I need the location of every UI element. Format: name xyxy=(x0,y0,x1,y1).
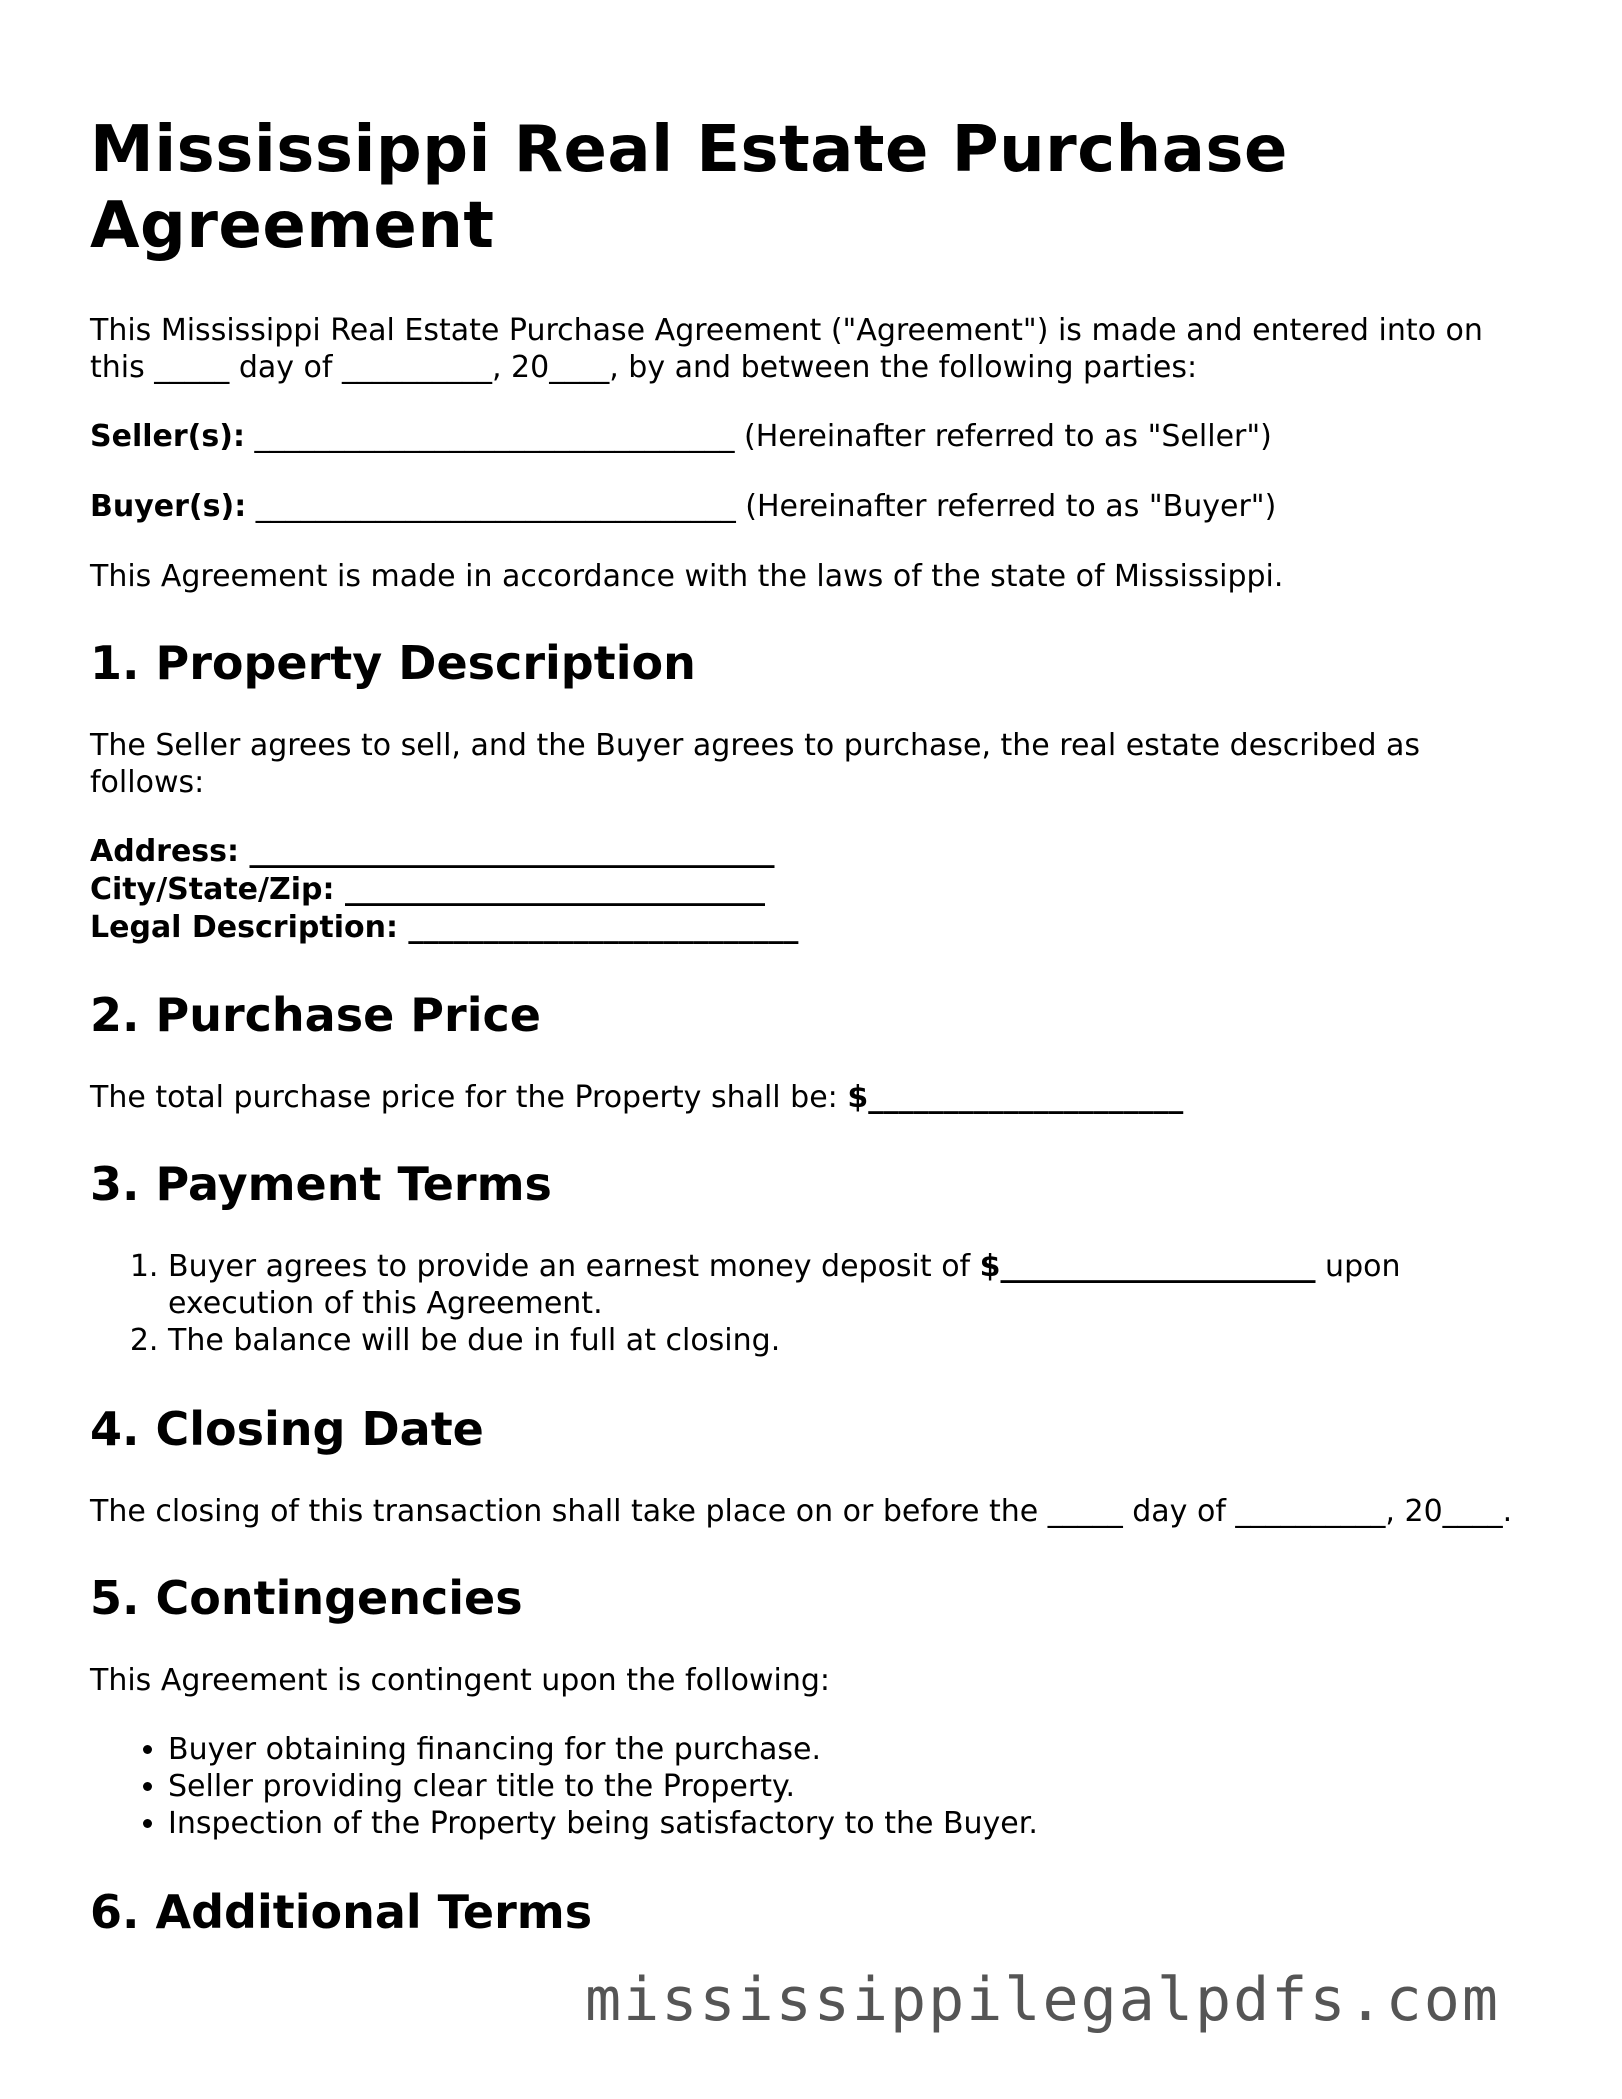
property-fields xyxy=(90,833,1530,947)
section-heading: 5. Contingencies xyxy=(90,1571,523,1625)
section-heading: 6. Additional Terms xyxy=(90,1885,593,1939)
city-state-zip-line xyxy=(90,871,1530,909)
property-paragraph: The Seller agrees to sell, and the Buyer agrees to purchase, the real estate described as follows: xyxy=(90,728,1421,800)
payment-terms-list xyxy=(90,1248,1530,1359)
section-heading: 2. Purchase Price xyxy=(90,988,541,1042)
deposit-amount-blank: $_____________________ xyxy=(979,1249,1316,1284)
contingencies-list xyxy=(90,1731,1530,1842)
list-item: • Seller providing clear title to the Property. xyxy=(168,1768,1530,1805)
laws-paragraph: This Agreement is made in accordance with the laws of the state of Mississippi. xyxy=(90,559,1284,594)
list-item xyxy=(168,1248,1530,1322)
section-property-description xyxy=(90,635,1530,947)
document-page xyxy=(90,112,1530,1976)
section-purchase-price xyxy=(90,987,1530,1116)
list-item: • Inspection of the Property being satisfactory to the Buyer. xyxy=(168,1805,1530,1842)
deposit-text: Buyer agrees to provide an earnest money deposit of xyxy=(168,1249,980,1284)
list-item: 2. The balance will be due in full at closing. xyxy=(168,1322,1530,1359)
list-item: • Buyer obtaining financing for the purchase. xyxy=(168,1731,1530,1768)
city-state-zip-blank: ____________________________ xyxy=(334,872,765,907)
legal-description-label: Legal Description: xyxy=(90,910,398,945)
price-amount-blank: $_____________________ xyxy=(847,1080,1184,1115)
section-heading: 1. Property Description xyxy=(90,636,696,690)
section-heading: 3. Payment Terms xyxy=(90,1157,552,1211)
buyer-blank: ________________________________ xyxy=(246,489,746,524)
section-additional-terms xyxy=(90,1884,1530,1940)
address-label: Address: xyxy=(90,834,240,869)
section-heading: 4. Closing Date xyxy=(90,1402,484,1456)
section-contingencies xyxy=(90,1570,1530,1842)
price-text: The total purchase price for the Property shall be: xyxy=(90,1080,848,1115)
watermark-text: mississippilegalpdfs.com xyxy=(585,1965,1500,2035)
buyer-line xyxy=(90,488,1530,525)
seller-line xyxy=(90,418,1530,455)
document-title: Mississippi Real Estate Purchase Agreement xyxy=(90,113,1288,263)
closing-paragraph: The closing of this transaction shall take place on or before the _____ day of __________, 20____. xyxy=(90,1494,1513,1529)
address-line xyxy=(90,833,1530,871)
deposit-text-end: upon execution of this Agreement. xyxy=(168,1249,1401,1321)
buyer-label: Buyer(s): xyxy=(90,489,247,524)
buyer-reference: (Hereinafter referred to as "Buyer") xyxy=(745,489,1277,524)
price-paragraph xyxy=(90,1079,1530,1116)
legal-description-line xyxy=(90,909,1530,947)
intro-paragraph: This Mississippi Real Estate Purchase Agreement ("Agreement") is made and entered into on this _____ day of __________, 20____, by and between the following parties: xyxy=(90,313,1483,385)
section-payment-terms xyxy=(90,1156,1530,1359)
section-closing-date xyxy=(90,1401,1530,1530)
contingencies-paragraph: This Agreement is contingent upon the following: xyxy=(90,1663,830,1698)
seller-reference: (Hereinafter referred to as "Seller") xyxy=(744,419,1272,454)
city-state-zip-label: City/State/Zip: xyxy=(90,872,335,907)
address-blank: ___________________________________ xyxy=(239,834,775,869)
seller-label: Seller(s): xyxy=(90,419,245,454)
seller-blank: ________________________________ xyxy=(244,419,745,454)
legal-description-blank: __________________________ xyxy=(397,910,799,945)
